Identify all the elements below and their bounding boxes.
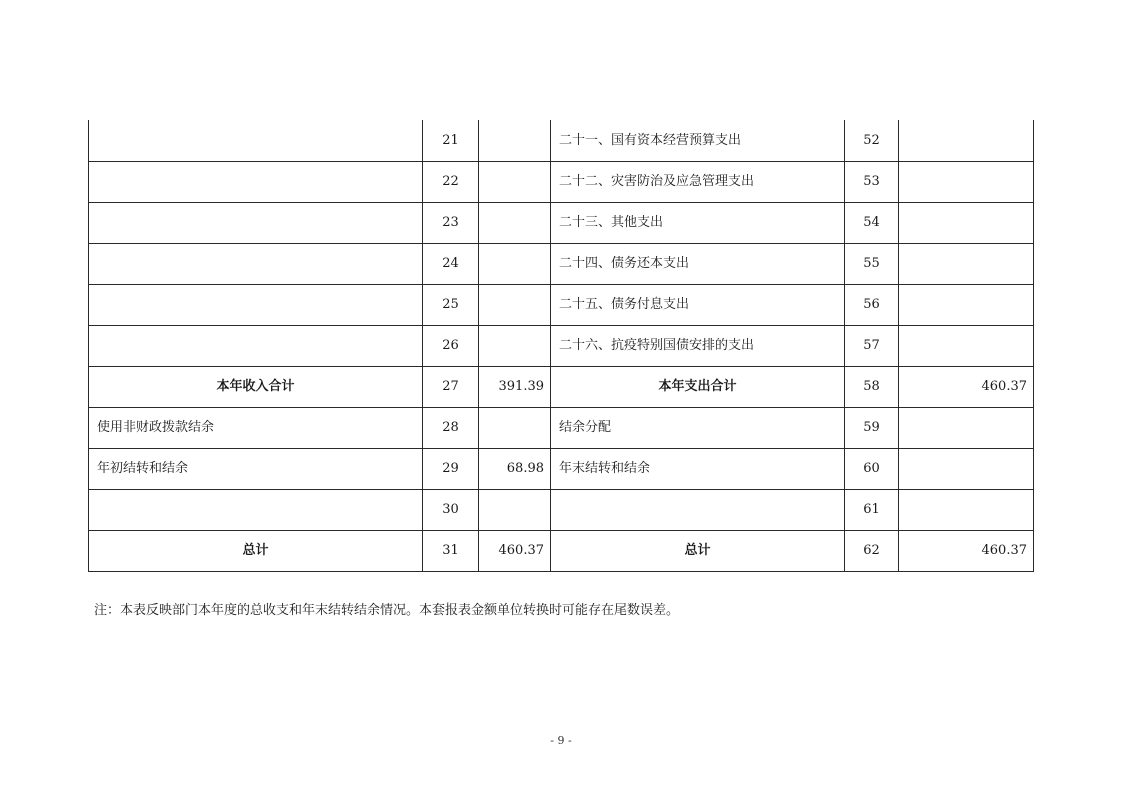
income-item-cell [89,161,423,202]
income-item-cell: 总计 [89,530,423,571]
table-row [89,407,1034,448]
table-total-row [89,366,1034,407]
expense-item-cell: 二十一、国有资本经营预算支出 [551,120,845,161]
income-line-no-cell: 30 [423,489,479,530]
expense-line-no-cell: 56 [845,284,899,325]
table-row [89,243,1034,284]
expense-item-cell: 总计 [551,530,845,571]
income-amount-cell [479,243,551,284]
income-amount-cell: 460.37 [479,530,551,571]
table-total-row [89,530,1034,571]
income-line-no-cell: 27 [423,366,479,407]
income-item-cell: 使用非财政拨款结余 [89,407,423,448]
income-item-cell [89,202,423,243]
expense-line-no-cell: 54 [845,202,899,243]
table-row [89,284,1034,325]
income-amount-cell [479,489,551,530]
income-line-no-cell: 21 [423,120,479,161]
expense-line-no-cell: 53 [845,161,899,202]
income-line-no-cell: 22 [423,161,479,202]
expense-amount-cell [899,161,1034,202]
expense-item-cell: 二十三、其他支出 [551,202,845,243]
expense-line-no-cell: 52 [845,120,899,161]
expense-item-cell: 二十二、灾害防治及应急管理支出 [551,161,845,202]
expense-line-no-cell: 57 [845,325,899,366]
expense-amount-cell [899,325,1034,366]
income-amount-cell [479,407,551,448]
income-item-cell: 本年收入合计 [89,366,423,407]
table-row [89,448,1034,489]
income-item-cell [89,284,423,325]
income-amount-cell: 391.39 [479,366,551,407]
income-line-no-cell: 29 [423,448,479,489]
income-line-no-cell: 28 [423,407,479,448]
expense-line-no-cell: 55 [845,243,899,284]
expense-item-cell [551,489,845,530]
expense-line-no-cell: 58 [845,366,899,407]
table-body [89,120,1034,571]
income-item-cell [89,489,423,530]
income-amount-cell [479,202,551,243]
income-line-no-cell: 23 [423,202,479,243]
expense-amount-cell [899,120,1034,161]
expense-amount-cell [899,407,1034,448]
income-amount-cell [479,161,551,202]
expense-line-no-cell: 60 [845,448,899,489]
expense-amount-cell [899,202,1034,243]
income-amount-cell: 68.98 [479,448,551,489]
expense-amount-cell: 460.37 [899,530,1034,571]
expense-item-cell: 年末结转和结余 [551,448,845,489]
expense-amount-cell: 460.37 [899,366,1034,407]
expense-amount-cell [899,448,1034,489]
expense-line-no-cell: 62 [845,530,899,571]
expense-amount-cell [899,284,1034,325]
expense-amount-cell [899,489,1034,530]
page-number: - 9 - [550,734,572,747]
income-item-cell [89,325,423,366]
expense-item-cell: 二十四、债务还本支出 [551,243,845,284]
table-row [89,161,1034,202]
table-row [89,325,1034,366]
table-row [89,120,1034,161]
income-line-no-cell: 26 [423,325,479,366]
income-item-cell [89,243,423,284]
expense-item-cell: 二十六、抗疫特别国债安排的支出 [551,325,845,366]
income-amount-cell [479,325,551,366]
expense-line-no-cell: 59 [845,407,899,448]
income-line-no-cell: 31 [423,530,479,571]
expense-item-cell: 二十五、债务付息支出 [551,284,845,325]
expense-item-cell: 本年支出合计 [551,366,845,407]
income-expenditure-table [88,120,1034,572]
table-footnote: 注：本表反映部门本年度的总收支和年末结转结余情况。本套报表金额单位转换时可能存在尾数误差。 [94,603,680,618]
expense-line-no-cell: 61 [845,489,899,530]
expense-amount-cell [899,243,1034,284]
income-line-no-cell: 24 [423,243,479,284]
table-row [89,489,1034,530]
expense-item-cell: 结余分配 [551,407,845,448]
income-item-cell: 年初结转和结余 [89,448,423,489]
income-item-cell [89,120,423,161]
table-row [89,202,1034,243]
income-amount-cell [479,120,551,161]
income-amount-cell [479,284,551,325]
income-line-no-cell: 25 [423,284,479,325]
